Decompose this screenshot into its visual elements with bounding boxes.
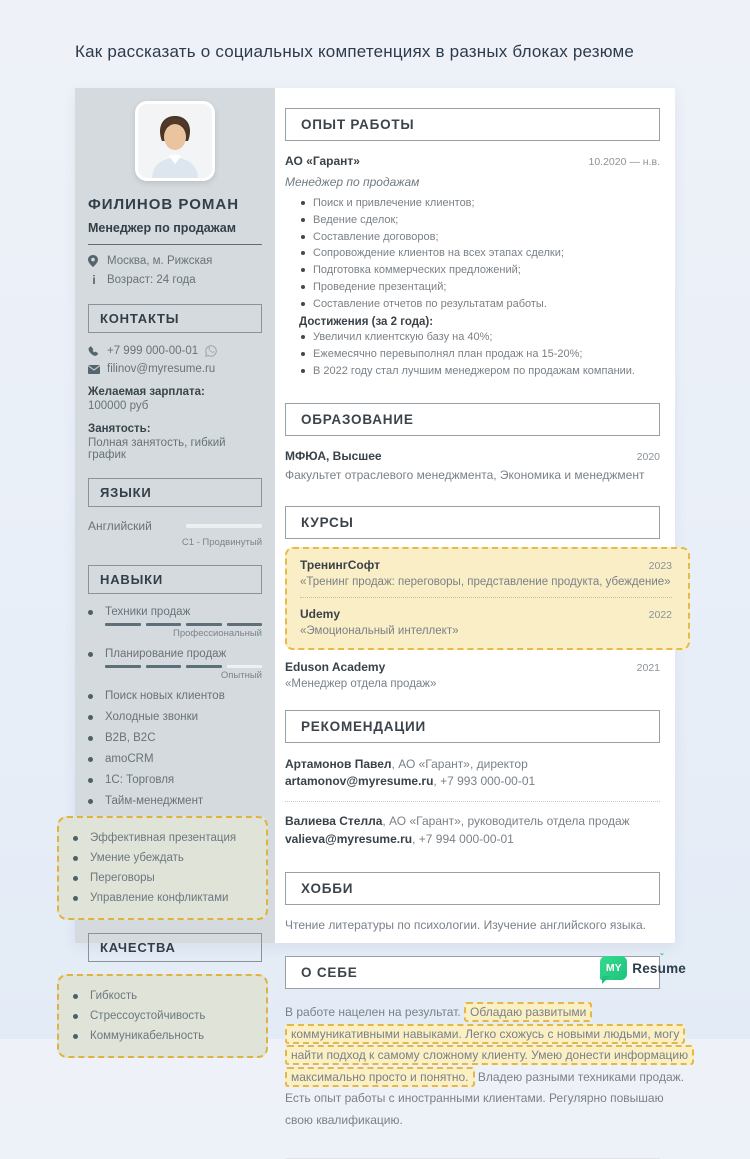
skill-level: Профессиональный: [173, 628, 262, 639]
skill-bar-sales-planning: [105, 665, 262, 668]
salary-block: [88, 386, 262, 412]
duty-item: Сопровождение клиентов на всех этапах сделки;: [301, 247, 660, 261]
employment-block: [88, 423, 262, 461]
skill-item: Поиск новых клиентов: [88, 690, 262, 702]
courses-section: [285, 506, 672, 690]
age-text: Возраст: 24 года: [107, 274, 196, 286]
course-item: [300, 607, 672, 637]
candidate-position: Менеджер по продажам: [88, 221, 236, 235]
about-text-highlight: Обладаю развитыми коммуникативными навыками. Легко схожусь с новыми людьми, могу найти подход к самому сложному клиенту. Умею донести информацию максимально просто и понятно.: [285, 1002, 694, 1087]
courses-header: КУРСЫ: [285, 506, 660, 539]
achievement-item: Ежемесячно перевыполнял план продаж на 15-20%;: [301, 348, 660, 362]
skill-bar-sales-techniques: [105, 623, 262, 626]
about-header: О СЕБЕ: [285, 956, 660, 989]
language-level: C1 - Продвинутый: [181, 537, 262, 548]
course-title: «Эмоциональный интеллект»: [300, 624, 459, 637]
education-section: [285, 403, 660, 482]
courses-highlight-box: [285, 547, 690, 650]
recommender-name: Валиева Стелла: [285, 814, 383, 829]
recommender-org: , АО «Гарант», директор: [391, 756, 528, 771]
languages-header: ЯЗЫКИ: [88, 478, 262, 507]
skill-level: Опытный: [220, 670, 262, 681]
duty-item: Ведение сделок;: [301, 214, 660, 228]
duty-item: Подготовка коммерческих предложений;: [301, 264, 660, 278]
education-details: Факультет отраслевого менеджмента, Экономика и менеджмент: [285, 467, 645, 482]
recommendations-section: [285, 710, 660, 849]
phone-number: +7 999 000-00-01: [107, 345, 199, 357]
phone-row: [88, 345, 262, 357]
skills-plain-list: [88, 690, 262, 807]
education-year: 2020: [636, 450, 660, 463]
contacts-header: КОНТАКТЫ: [88, 304, 262, 333]
name-divider: [88, 244, 262, 245]
email-icon: [88, 365, 100, 374]
skill-item: Эффективная презентация: [73, 832, 258, 844]
skill-item: Переговоры: [73, 872, 258, 884]
education-header: ОБРАЗОВАНИЕ: [285, 403, 660, 436]
achievement-item: В 2022 году стал лучшим менеджером по продажам компании.: [301, 365, 660, 379]
course-provider: Eduson Academy: [285, 659, 386, 674]
course-item: [300, 558, 672, 588]
course-divider: [300, 597, 672, 598]
age-row: [88, 273, 262, 287]
location-text: Москва, м. Рижская: [107, 255, 213, 267]
page-title: Как рассказать о социальных компетенциях в разных блоках резюме: [75, 42, 635, 61]
avatar-illustration: [138, 104, 212, 178]
myresume-logo: [600, 952, 686, 980]
job-title: Менеджер по продажам: [285, 175, 420, 189]
achievement-item: Увеличил клиентскую базу на 40%;: [301, 331, 660, 345]
recommender-name: Артамонов Павел: [285, 756, 392, 771]
duties-list: [301, 197, 660, 311]
about-text: [285, 1002, 690, 1132]
skill-item: amoCRM: [88, 753, 262, 765]
skill-item: Тайм-менеджмент: [88, 795, 262, 807]
skill-item: Управление конфликтами: [73, 892, 258, 904]
hobbies-header: ХОББИ: [285, 872, 660, 905]
course-year: 2023: [648, 559, 672, 572]
quality-item: Гибкость: [73, 990, 258, 1002]
skill-item: 1С: Торговля: [88, 774, 262, 786]
skills-list: [88, 606, 262, 618]
work-period: 10.2020 — н.в.: [588, 156, 660, 168]
qualities-list: [73, 990, 258, 1042]
employment-label: Занятость:: [88, 423, 151, 435]
duty-item: Проведение презентаций;: [301, 281, 660, 295]
employment-value: Полная занятость, гибкий график: [88, 437, 226, 461]
caron-mark: ˇ: [660, 952, 664, 964]
education-school: МФЮА, Высшее: [285, 448, 382, 463]
location-row: [88, 255, 262, 267]
skills-list: [88, 648, 262, 660]
course-title: «Менеджер отдела продаж»: [285, 677, 437, 690]
recommender-email: artamonov@myresume.ru: [285, 773, 434, 788]
email-address: filinov@myresume.ru: [107, 363, 216, 375]
language-name: Английский: [88, 519, 152, 533]
achievements-list: [301, 331, 660, 378]
highlighted-skills-list: [73, 832, 258, 904]
course-provider: ТренингСофт: [300, 557, 380, 572]
recommender-org: , АО «Гарант», руководитель отдела продаж: [382, 814, 630, 829]
course-item: [285, 660, 660, 690]
duty-item: Составление договоров;: [301, 231, 660, 245]
language-progress-bar: [186, 524, 262, 528]
skill-item: Техники продаж: [88, 606, 262, 618]
info-icon: i: [92, 273, 96, 287]
skill-item: B2B, B2C: [88, 732, 262, 744]
whatsapp-icon: [205, 345, 217, 357]
myresume-logo-text: Res ˇ ume: [632, 952, 686, 976]
salary-label: Желаемая зарплата:: [88, 386, 205, 398]
skill-item: Умение убеждать: [73, 852, 258, 864]
recommender-phone: , +7 993 000-00-01: [433, 773, 536, 788]
hobbies-text: Чтение литературы по психологии. Изучение английского языка.: [285, 918, 646, 933]
achievements-label: Достижения (за 2 года):: [299, 316, 434, 329]
recommender-phone: , +7 994 000-00-01: [412, 831, 514, 846]
qualities-header: КАЧЕСТВА: [88, 933, 262, 962]
experience-header: ОПЫТ РАБОТЫ: [285, 108, 660, 141]
recommendation-divider: [285, 801, 660, 802]
phone-icon: [88, 346, 100, 357]
recommender-email: valieva@myresume.ru: [285, 831, 413, 846]
candidate-name: ФИЛИНОВ РОМАН: [88, 196, 240, 213]
myresume-logo-icon: MY: [600, 956, 627, 980]
hobbies-section: [285, 872, 660, 932]
about-text-before: В работе нацелен на результат.: [285, 1005, 465, 1020]
location-pin-icon: [88, 255, 100, 267]
email-row: [88, 363, 262, 375]
recommendation-item: [285, 756, 660, 791]
about-text-after: Владею разными техниками продаж. Есть опыт работы с иностранными клиентами. Регулярно повышаю свою квалификацию.: [285, 1069, 684, 1128]
skill-item: Холодные звонки: [88, 711, 262, 723]
course-year: 2022: [648, 608, 672, 621]
bottom-divider: [285, 1158, 660, 1159]
sidebar: [75, 88, 275, 1042]
duty-item: Составление отчетов по результатам работы.: [301, 298, 660, 312]
course-year: 2021: [636, 661, 660, 674]
skills-header: НАВЫКИ: [88, 565, 262, 594]
language-row: [88, 519, 262, 533]
recommendations-header: РЕКОМЕНДАЦИИ: [285, 710, 660, 743]
duty-item: Поиск и привлечение клиентов;: [301, 197, 660, 211]
skills-highlight-box: [57, 816, 268, 920]
course-title: «Тренинг продаж: переговоры, представление продукта, убеждение»: [300, 575, 671, 588]
course-provider: Udemy: [300, 606, 341, 621]
candidate-photo: [135, 101, 215, 181]
skill-item: Планирование продаж: [88, 648, 262, 660]
recommendation-item: [285, 813, 660, 848]
salary-value: 100000 руб: [88, 400, 149, 412]
experience-section: [285, 108, 660, 379]
qualities-highlight-box: [57, 974, 268, 1058]
quality-item: Стрессоустойчивость: [73, 1010, 258, 1022]
company-name: АО «Гарант»: [285, 154, 360, 168]
quality-item: Коммуникабельность: [73, 1030, 258, 1042]
